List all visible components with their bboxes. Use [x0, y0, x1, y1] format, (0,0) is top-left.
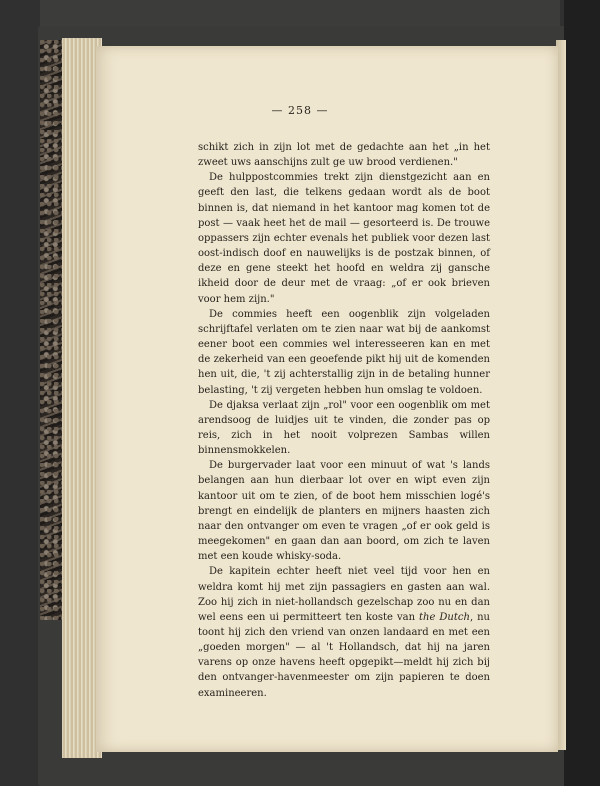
paragraph: De hulppostcommies trekt zijn dienstgezicht aan en geeft den last, die telkens gedaan wordt als de boot binnen is, dat niemand in het kantoor mag komen tot de post — vaak heet het de mail — gesorteerd is. De trouwe oppassers zijn echter evenals het publiek voor dezen last oost-indisch doof en nauwelijks is de postzak binnen, of deze en gene steekt het hoofd en weldra zij gansche ikheid door de deur met de vraag: „of er ook brieven voor hem zijn."	[198, 172, 490, 305]
paragraph-part: , nu toont hij zich den vriend van onzen landaard en met een „goeden morgen" — al 't Hollandsch, dat hij na jaren varens op onze havens heeft opgepikt—meldt hij zich bij den ontvanger-havenmeester om zijn papieren te doen examineeren.	[198, 611, 490, 699]
paragraph: De djaksa verlaat zijn „rol" voor een oogenblik om met arendsoog de luidjes uit te vinden, die zonder pas op reis, zich in het nooit volprezen Sambas willen binnensmokkelen.	[198, 399, 490, 457]
paragraph-part: De kapitein echter heeft niet veel tijd voor hen en weldra komt hij met zijn passagiers en gasten aan wal. Zoo hij zich in niet-hollandsch gezelschap zoo nu en dan wel eens een ui permitteert ten koste van	[198, 566, 490, 623]
paragraph: De commies heeft een oogenblik zijn volgeladen schrijftafel verlaten om te zien naar wat bij de aankomst eener boot een commies wel interesseeren kan en met de zekerheid van een geoefende pikt hij uit de komenden hen uit, die, 't zij achterstallig zijn in de betaling hunner belasting, 't zij vergeten hebben hun omslag te voldoen.	[198, 308, 490, 396]
paragraph	[198, 564, 490, 700]
paragraph: schikt zich in zijn lot met de gedachte aan het „in het zweet uws aanschijns zult ge uw brood verdienen."	[198, 142, 490, 169]
marbled-edge	[40, 40, 64, 620]
top-cover-strip	[40, 0, 560, 28]
page-body	[198, 140, 490, 701]
paragraph: De burgervader laat voor een minuut of wat 's lands belangen aan hun dierbaar lot over en wipt even zijn kantoor uit om te zien, of de boot hem misschien logé's brengt en eindelijk de planters en mijners haasten zich naar den ontvanger om even te vragen „of er ook geld is meegekomen" en gaan dan aan boord, om zich te laven met een koude whisky-soda.	[198, 460, 490, 563]
page-number: — 258 —	[271, 104, 329, 117]
italic-phrase: the Dutch	[419, 611, 470, 623]
right-shadow	[564, 0, 600, 786]
